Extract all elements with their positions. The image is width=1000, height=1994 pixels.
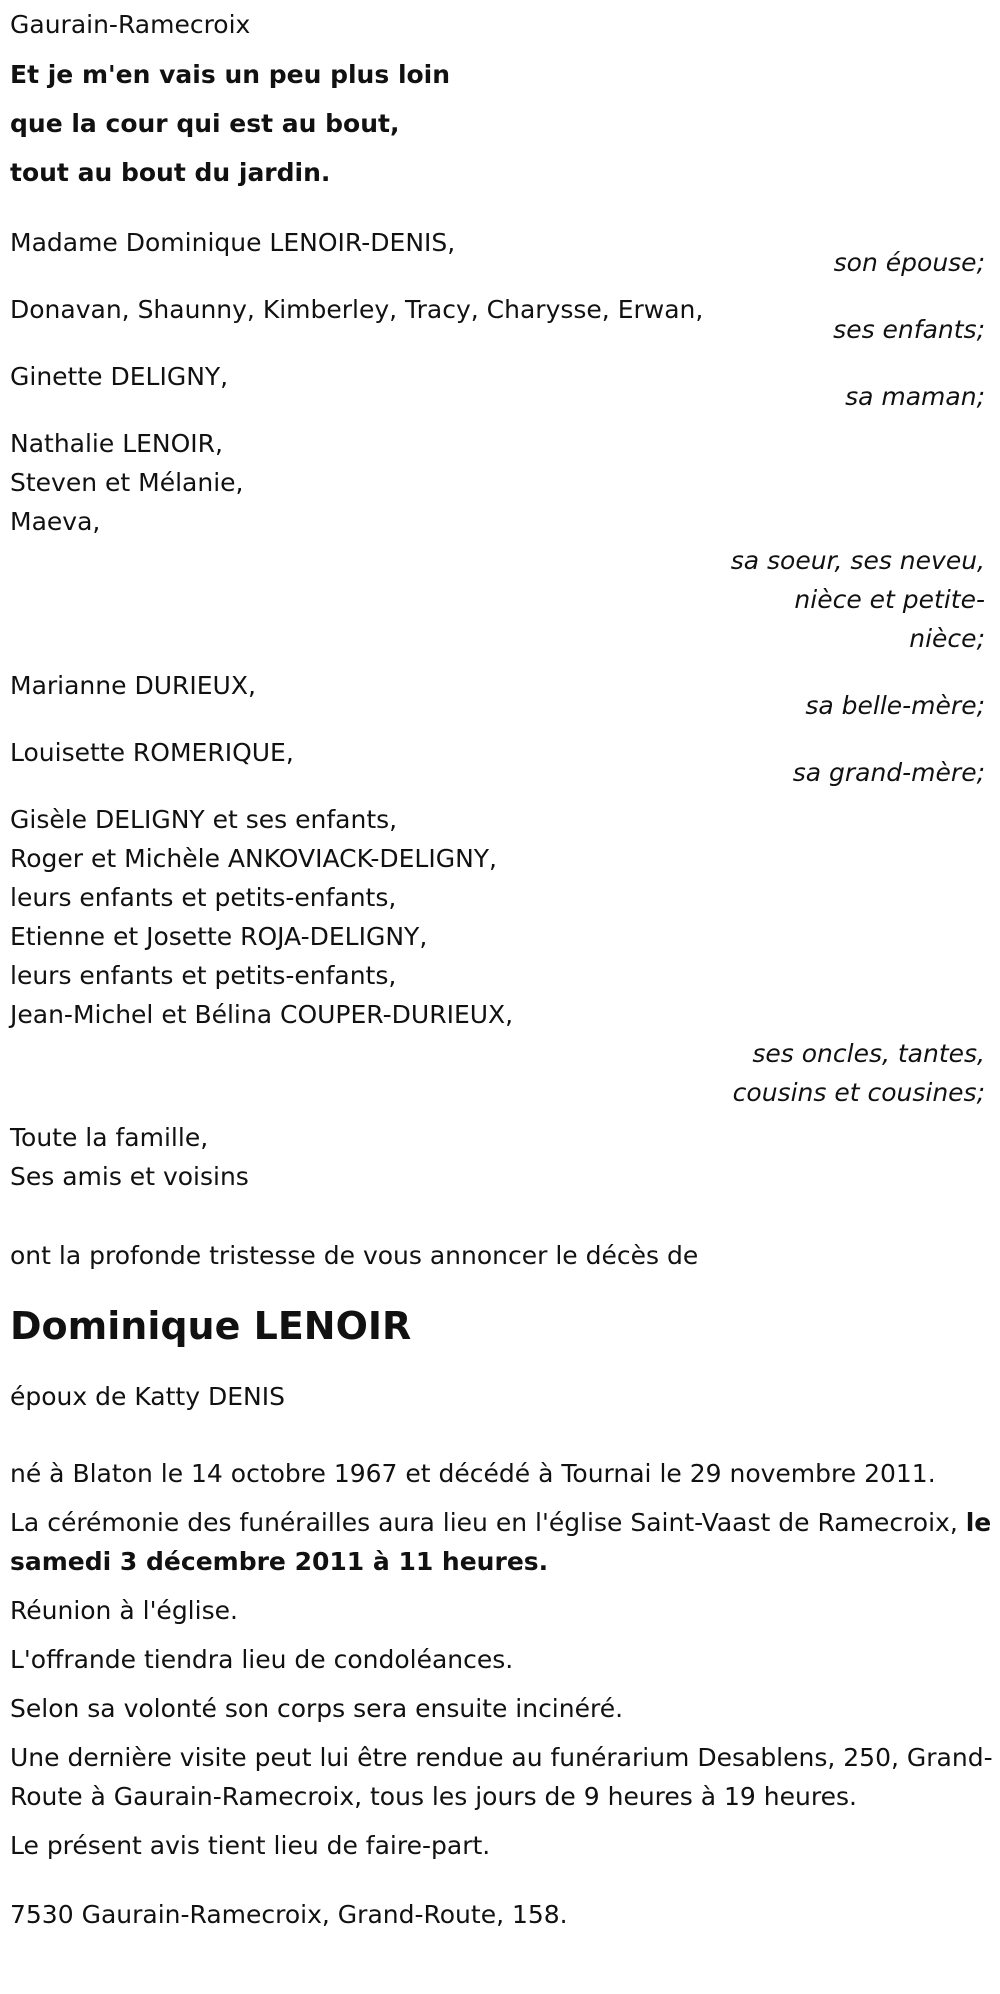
poem-line: tout au bout du jardin. bbox=[10, 158, 331, 187]
family-names bbox=[10, 290, 705, 329]
poem-line: que la cour qui est au bout, bbox=[10, 109, 400, 138]
family-group-grandmother bbox=[10, 733, 995, 792]
funeral-details bbox=[10, 1454, 995, 1865]
ceremony-line bbox=[10, 1503, 995, 1581]
family-group-uncles bbox=[10, 800, 995, 1112]
visit-line: Une dernière visite peut lui être rendue au funérarium Desablens, 250, Grand-Route à Gaurain-Ramecroix, tous les jours de 9 heures à 19 heures. bbox=[10, 1743, 993, 1811]
family-group-mother bbox=[10, 357, 995, 416]
friends-line: Ses amis et voisins bbox=[10, 1162, 249, 1191]
family-name-line: Etienne et Josette ROJA-DELIGNY, bbox=[10, 922, 428, 951]
relation-line: nièce; bbox=[909, 624, 985, 653]
obituary-notice bbox=[10, 5, 995, 1934]
family-name-line: Jean-Michel et Bélina COUPER-DURIEUX, bbox=[10, 1000, 514, 1029]
family-group-mother-in-law bbox=[10, 666, 995, 725]
relation-line: nièce et petite- bbox=[794, 585, 985, 614]
family-name-line: Gisèle DELIGNY et ses enfants, bbox=[10, 805, 398, 834]
relation-line: sa grand-mère; bbox=[792, 758, 985, 787]
family-name-line: leurs enfants et petits-enfants, bbox=[10, 883, 397, 912]
birth-death-line: né à Blaton le 14 octobre 1967 et décédé à Tournai le 29 novembre 2011. bbox=[10, 1459, 936, 1488]
family-names bbox=[10, 223, 705, 262]
family-name-line: Louisette ROMERIQUE, bbox=[10, 738, 294, 767]
cremation-line: Selon sa volonté son corps sera ensuite incinéré. bbox=[10, 1694, 624, 1723]
relation-line: ses oncles, tantes, bbox=[752, 1039, 985, 1068]
family-relation bbox=[705, 223, 995, 282]
family-names bbox=[10, 733, 705, 772]
family-name-line: Steven et Mélanie, bbox=[10, 468, 244, 497]
spouse-line: époux de Katty DENIS bbox=[10, 1382, 285, 1411]
family-relation bbox=[705, 357, 995, 416]
family-list bbox=[10, 223, 995, 1112]
family-relation bbox=[705, 666, 995, 725]
relation-line: ses enfants; bbox=[833, 315, 985, 344]
town-header: Gaurain-Ramecroix bbox=[10, 10, 251, 39]
family-group-spouse bbox=[10, 223, 995, 282]
meeting-line: Réunion à l'église. bbox=[10, 1596, 238, 1625]
family-names bbox=[10, 357, 705, 396]
notice-line: Le présent avis tient lieu de faire-part. bbox=[10, 1831, 491, 1860]
poem bbox=[10, 50, 995, 197]
family-name-line: leurs enfants et petits-enfants, bbox=[10, 961, 397, 990]
offering-line: L'offrande tiendra lieu de condoléances. bbox=[10, 1645, 514, 1674]
family-names bbox=[10, 424, 995, 541]
family-names bbox=[10, 666, 705, 705]
family-name-line: Maeva, bbox=[10, 507, 101, 536]
family-relation bbox=[705, 1034, 995, 1112]
relation-line: son épouse; bbox=[833, 248, 985, 277]
family-name-line: Marianne DURIEUX, bbox=[10, 671, 256, 700]
address: 7530 Gaurain-Ramecroix, Grand-Route, 158. bbox=[10, 1900, 568, 1929]
friends bbox=[10, 1118, 995, 1196]
family-name-line: Ginette DELIGNY, bbox=[10, 362, 229, 391]
family-relation bbox=[705, 290, 995, 349]
family-name-line: Roger et Michèle ANKOVIACK-DELIGNY, bbox=[10, 844, 497, 873]
family-name-line: Nathalie LENOIR, bbox=[10, 429, 224, 458]
relation-line: sa maman; bbox=[845, 382, 985, 411]
family-relation bbox=[705, 541, 995, 658]
family-name-line: Madame Dominique LENOIR-DENIS, bbox=[10, 228, 456, 257]
family-group-children bbox=[10, 290, 995, 349]
deceased-name: Dominique LENOIR bbox=[10, 1304, 412, 1348]
friends-line: Toute la famille, bbox=[10, 1123, 209, 1152]
family-names bbox=[10, 800, 995, 1034]
announcement: ont la profonde tristesse de vous annoncer le décès de bbox=[10, 1241, 699, 1270]
family-relation bbox=[705, 733, 995, 792]
ceremony-date: le samedi 3 décembre 2011 à 11 heures. bbox=[10, 1508, 992, 1576]
ceremony-intro: La cérémonie des funérailles aura lieu en l'église Saint-Vaast de Ramecroix, bbox=[10, 1508, 958, 1537]
relation-line: cousins et cousines; bbox=[732, 1078, 985, 1107]
poem-line: Et je m'en vais un peu plus loin bbox=[10, 60, 451, 89]
relation-line: sa soeur, ses neveu, bbox=[730, 546, 985, 575]
family-group-sister bbox=[10, 424, 995, 658]
family-name-line: Donavan, Shaunny, Kimberley, Tracy, Charysse, Erwan, bbox=[10, 295, 704, 324]
relation-line: sa belle-mère; bbox=[805, 691, 985, 720]
